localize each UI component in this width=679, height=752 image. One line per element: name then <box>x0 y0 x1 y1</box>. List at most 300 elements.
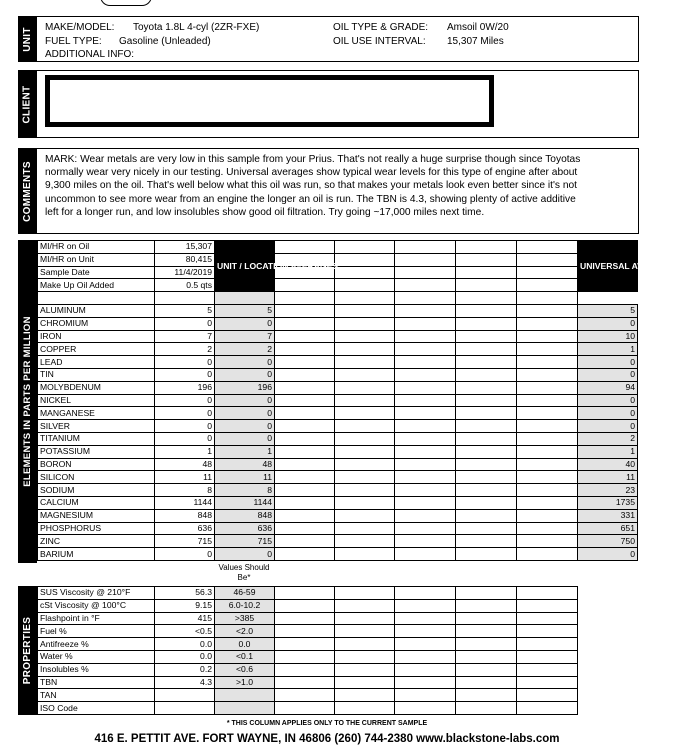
empty-cell <box>517 407 578 420</box>
element-value: 7 <box>155 330 215 343</box>
element-value: 1144 <box>155 496 215 509</box>
element-universal-average: 40 <box>578 458 638 471</box>
empty-cell <box>517 522 578 535</box>
property-value: 0.0 <box>155 638 215 651</box>
property-should-be: 0.0 <box>215 638 275 651</box>
sample-info-row <box>38 279 638 292</box>
element-value: 48 <box>155 458 215 471</box>
client-side-label: CLIENT <box>18 70 36 138</box>
empty-cell <box>215 292 275 305</box>
property-should-be: >1.0 <box>215 676 275 689</box>
empty-cell <box>395 702 456 715</box>
empty-cell <box>395 676 456 689</box>
empty-cell <box>275 484 335 497</box>
empty-cell <box>517 330 578 343</box>
empty-cell <box>335 343 395 356</box>
empty-cell <box>335 663 395 676</box>
empty-cell <box>456 304 517 317</box>
element-name: MAGNESIUM <box>38 509 155 522</box>
empty-cell <box>395 535 456 548</box>
empty-cell <box>335 484 395 497</box>
empty-cell <box>335 292 395 305</box>
empty-cell <box>335 509 395 522</box>
element-unit-average: 1 <box>215 445 275 458</box>
element-unit-average: 8 <box>215 484 275 497</box>
element-unit-average: 715 <box>215 535 275 548</box>
empty-cell <box>395 343 456 356</box>
element-row <box>38 471 638 484</box>
sample-info-label: MI/HR on Unit <box>38 253 155 266</box>
element-universal-average: 11 <box>578 471 638 484</box>
element-universal-average: 0 <box>578 317 638 330</box>
element-name: SILVER <box>38 420 155 433</box>
empty-cell <box>456 356 517 369</box>
property-value: 0.2 <box>155 663 215 676</box>
empty-cell <box>395 471 456 484</box>
empty-cell <box>456 445 517 458</box>
empty-cell <box>275 458 335 471</box>
element-universal-average: 0 <box>578 356 638 369</box>
property-name: Insolubles % <box>38 663 155 676</box>
element-unit-average: 0 <box>215 432 275 445</box>
oil-type-value: Amsoil 0W/20 <box>447 22 509 33</box>
sample-info-value: 15,307 <box>155 241 215 254</box>
empty-cell <box>517 458 578 471</box>
element-name: ZINC <box>38 535 155 548</box>
element-name: TITANIUM <box>38 432 155 445</box>
empty-cell <box>456 368 517 381</box>
empty-cell <box>456 522 517 535</box>
empty-cell <box>456 625 517 638</box>
unit-section <box>36 16 639 62</box>
empty-cell <box>395 368 456 381</box>
element-name: ALUMINUM <box>38 304 155 317</box>
empty-cell <box>456 381 517 394</box>
property-name: cSt Viscosity @ 100°C <box>38 599 155 612</box>
empty-cell <box>395 484 456 497</box>
comments-side-label: COMMENTS <box>18 148 36 234</box>
comments-section <box>36 148 639 234</box>
empty-cell <box>275 587 335 600</box>
empty-cell <box>517 548 578 561</box>
unit-side-label: UNIT <box>18 16 36 62</box>
element-universal-average: 1735 <box>578 496 638 509</box>
property-should-be: <2.0 <box>215 625 275 638</box>
empty-cell <box>456 638 517 651</box>
property-row <box>38 612 578 625</box>
element-unit-average: 0 <box>215 407 275 420</box>
empty-cell <box>395 587 456 600</box>
property-row <box>38 676 578 689</box>
empty-cell <box>395 638 456 651</box>
fuel-type-value: Gasoline (Unleaded) <box>119 36 211 47</box>
empty-cell <box>335 496 395 509</box>
empty-cell <box>395 548 456 561</box>
empty-cell <box>335 368 395 381</box>
empty-cell <box>517 484 578 497</box>
element-unit-average: 848 <box>215 509 275 522</box>
column-footnote: * THIS COLUMN APPLIES ONLY TO THE CURRENT SAMPLE <box>226 720 428 727</box>
element-unit-average: 7 <box>215 330 275 343</box>
empty-cell <box>335 304 395 317</box>
empty-cell <box>335 599 395 612</box>
sample-info-label: Make Up Oil Added <box>38 279 155 292</box>
element-name: NICKEL <box>38 394 155 407</box>
empty-cell <box>456 394 517 407</box>
empty-cell <box>517 471 578 484</box>
empty-cell <box>275 599 335 612</box>
sample-info-value: 0.5 qts <box>155 279 215 292</box>
empty-cell <box>275 535 335 548</box>
values-should-be-label: Values Should Be* <box>218 563 270 582</box>
empty-cell <box>275 702 335 715</box>
empty-cell <box>395 304 456 317</box>
empty-cell <box>456 535 517 548</box>
element-value: 848 <box>155 509 215 522</box>
empty-cell <box>517 702 578 715</box>
empty-cell <box>275 650 335 663</box>
sample-info-row <box>38 241 638 254</box>
empty-cell <box>335 381 395 394</box>
property-name: ISO Code <box>38 702 155 715</box>
element-unit-average: 2 <box>215 343 275 356</box>
empty-cell <box>517 509 578 522</box>
element-unit-average: 636 <box>215 522 275 535</box>
empty-cell <box>395 253 456 266</box>
empty-cell <box>517 241 578 254</box>
element-unit-average: 0 <box>215 420 275 433</box>
element-universal-average: 1 <box>578 343 638 356</box>
empty-cell <box>275 420 335 433</box>
property-value: 0.0 <box>155 650 215 663</box>
sample-info-value: 80,415 <box>155 253 215 266</box>
element-value: 0 <box>155 548 215 561</box>
property-name: Fuel % <box>38 625 155 638</box>
element-name: BORON <box>38 458 155 471</box>
empty-cell <box>517 253 578 266</box>
empty-cell <box>395 292 456 305</box>
empty-cell <box>456 599 517 612</box>
property-value: 9.15 <box>155 599 215 612</box>
property-should-be: <0.6 <box>215 663 275 676</box>
empty-cell <box>456 292 517 305</box>
property-row <box>38 702 578 715</box>
empty-cell <box>395 612 456 625</box>
empty-cell <box>456 663 517 676</box>
empty-cell <box>517 381 578 394</box>
empty-cell <box>456 343 517 356</box>
empty-cell <box>456 689 517 702</box>
empty-cell <box>275 625 335 638</box>
empty-cell <box>335 702 395 715</box>
element-row <box>38 432 638 445</box>
empty-cell <box>275 317 335 330</box>
empty-cell <box>335 394 395 407</box>
universal-averages-header: UNIVERSAL AVERAGES <box>578 241 638 292</box>
property-name: Flashpoint in °F <box>38 612 155 625</box>
element-row <box>38 535 638 548</box>
element-value: 2 <box>155 343 215 356</box>
empty-cell <box>335 317 395 330</box>
empty-cell <box>395 625 456 638</box>
empty-cell <box>395 445 456 458</box>
empty-cell <box>38 292 155 305</box>
element-row <box>38 484 638 497</box>
property-should-be: 6.0-10.2 <box>215 599 275 612</box>
element-value: 196 <box>155 381 215 394</box>
empty-cell <box>456 317 517 330</box>
empty-cell <box>335 587 395 600</box>
empty-cell <box>275 304 335 317</box>
sample-info-label: Sample Date <box>38 266 155 279</box>
element-universal-average: 750 <box>578 535 638 548</box>
empty-cell <box>456 253 517 266</box>
element-row <box>38 330 638 343</box>
property-should-be: >385 <box>215 612 275 625</box>
empty-cell <box>517 663 578 676</box>
empty-cell <box>517 368 578 381</box>
element-unit-average: 5 <box>215 304 275 317</box>
element-universal-average: 1 <box>578 445 638 458</box>
empty-cell <box>335 612 395 625</box>
oil-interval-value: 15,307 Miles <box>447 36 504 47</box>
empty-cell <box>517 535 578 548</box>
empty-cell <box>335 279 395 292</box>
empty-cell <box>275 612 335 625</box>
empty-cell <box>335 689 395 702</box>
empty-cell <box>275 407 335 420</box>
empty-cell <box>395 356 456 369</box>
empty-cell <box>456 612 517 625</box>
make-model-label: MAKE/MODEL: <box>45 22 115 33</box>
element-value: 8 <box>155 484 215 497</box>
empty-cell <box>395 496 456 509</box>
element-row <box>38 509 638 522</box>
empty-cell <box>456 420 517 433</box>
empty-cell <box>275 381 335 394</box>
empty-cell <box>335 625 395 638</box>
element-value: 0 <box>155 317 215 330</box>
empty-cell <box>456 702 517 715</box>
element-universal-average: 0 <box>578 548 638 561</box>
empty-cell <box>578 292 638 305</box>
element-unit-average: 1144 <box>215 496 275 509</box>
spacer-row <box>38 292 638 305</box>
empty-cell <box>335 407 395 420</box>
empty-cell <box>517 612 578 625</box>
empty-cell <box>275 394 335 407</box>
empty-cell <box>517 625 578 638</box>
element-name: IRON <box>38 330 155 343</box>
empty-cell <box>275 241 335 254</box>
empty-cell <box>395 266 456 279</box>
empty-cell <box>395 279 456 292</box>
empty-cell <box>395 432 456 445</box>
empty-cell <box>456 407 517 420</box>
empty-cell <box>395 381 456 394</box>
empty-cell <box>275 548 335 561</box>
comments-text: MARK: Wear metals are very low in this sample from your Prius. That's not really a huge surprise though since Toyotas normally wear very nicely in our testing. Universal averages show typical wear levels for this type of engine after about 9,300 miles on the oil. That's well below what this oil was run, so that makes your metals look even better since it's not uncommon to see more wear from an engine the longer an oil is run. The TBN is 4.3, showing plenty of active additive left for a longer run, and low insolubles show good oil filtration. Try going ~17,000 miles next time. <box>45 154 581 218</box>
fuel-type-label: FUEL TYPE: <box>45 36 102 47</box>
property-row <box>38 599 578 612</box>
empty-cell <box>275 638 335 651</box>
properties-table <box>37 586 578 715</box>
property-row <box>38 587 578 600</box>
element-name: LEAD <box>38 356 155 369</box>
empty-cell <box>395 420 456 433</box>
element-row <box>38 522 638 535</box>
property-row <box>38 689 578 702</box>
property-name: TAN <box>38 689 155 702</box>
empty-cell <box>456 548 517 561</box>
empty-cell <box>517 394 578 407</box>
element-unit-average: 11 <box>215 471 275 484</box>
empty-cell <box>335 535 395 548</box>
empty-cell <box>335 445 395 458</box>
empty-cell <box>456 279 517 292</box>
element-name: COPPER <box>38 343 155 356</box>
property-name: SUS Viscosity @ 210°F <box>38 587 155 600</box>
element-universal-average: 94 <box>578 381 638 394</box>
empty-cell <box>275 292 335 305</box>
elements-side-label: ELEMENTS IN PARTS PER MILLION <box>18 240 37 563</box>
property-value: 4.3 <box>155 676 215 689</box>
elements-table <box>37 240 679 561</box>
empty-cell <box>456 484 517 497</box>
empty-cell <box>275 522 335 535</box>
additional-info-label: ADDITIONAL INFO: <box>45 49 135 60</box>
unit-location-averages-header: UNIT / LOCATION AVERAGES <box>215 241 275 292</box>
empty-cell <box>395 330 456 343</box>
empty-cell <box>395 522 456 535</box>
element-name: BARIUM <box>38 548 155 561</box>
property-row <box>38 638 578 651</box>
element-value: 0 <box>155 394 215 407</box>
element-row <box>38 407 638 420</box>
empty-cell <box>517 420 578 433</box>
property-value: <0.5 <box>155 625 215 638</box>
element-universal-average: 331 <box>578 509 638 522</box>
empty-cell <box>517 599 578 612</box>
element-unit-average: 48 <box>215 458 275 471</box>
empty-cell <box>275 445 335 458</box>
element-name: PHOSPHORUS <box>38 522 155 535</box>
empty-cell <box>456 471 517 484</box>
empty-cell <box>395 317 456 330</box>
element-unit-average: 196 <box>215 381 275 394</box>
client-section <box>36 70 639 138</box>
element-row <box>38 394 638 407</box>
element-value: 0 <box>155 368 215 381</box>
empty-cell <box>275 689 335 702</box>
property-value: 56.3 <box>155 587 215 600</box>
lab-address: 416 E. PETTIT AVE. FORT WAYNE, IN 46806 (260) 744-2380 www.blackstone-labs.com <box>94 733 560 745</box>
element-value: 0 <box>155 432 215 445</box>
empty-cell <box>456 432 517 445</box>
element-universal-average: 0 <box>578 407 638 420</box>
element-value: 1 <box>155 445 215 458</box>
element-value: 0 <box>155 356 215 369</box>
empty-cell <box>335 241 395 254</box>
empty-cell <box>275 343 335 356</box>
element-value: 636 <box>155 522 215 535</box>
element-unit-average: 0 <box>215 394 275 407</box>
empty-cell <box>517 292 578 305</box>
empty-cell <box>517 356 578 369</box>
element-name: MANGANESE <box>38 407 155 420</box>
element-universal-average: 0 <box>578 394 638 407</box>
empty-cell <box>517 304 578 317</box>
empty-cell <box>335 676 395 689</box>
client-redaction-box <box>45 75 494 127</box>
property-row <box>38 650 578 663</box>
empty-cell <box>395 458 456 471</box>
empty-cell <box>517 317 578 330</box>
property-should-be <box>215 702 275 715</box>
element-name: SODIUM <box>38 484 155 497</box>
empty-cell <box>517 689 578 702</box>
element-value: 0 <box>155 407 215 420</box>
property-value <box>155 689 215 702</box>
element-row <box>38 317 638 330</box>
empty-cell <box>456 587 517 600</box>
empty-cell <box>335 522 395 535</box>
element-universal-average: 2 <box>578 432 638 445</box>
property-should-be: 46-59 <box>215 587 275 600</box>
empty-cell <box>456 458 517 471</box>
element-name: SILICON <box>38 471 155 484</box>
empty-cell <box>335 266 395 279</box>
empty-cell <box>335 253 395 266</box>
property-should-be <box>215 689 275 702</box>
sample-info-label: MI/HR on Oil <box>38 241 155 254</box>
property-name: TBN <box>38 676 155 689</box>
property-value <box>155 702 215 715</box>
sample-info-value: 11/4/2019 <box>155 266 215 279</box>
element-value: 715 <box>155 535 215 548</box>
oil-interval-label: OIL USE INTERVAL: <box>333 36 426 47</box>
property-name: Water % <box>38 650 155 663</box>
empty-cell <box>395 509 456 522</box>
empty-cell <box>335 650 395 663</box>
make-model-value: Toyota 1.8L 4-cyl (2ZR-FXE) <box>133 22 260 33</box>
property-row <box>38 663 578 676</box>
empty-cell <box>335 432 395 445</box>
empty-cell <box>395 650 456 663</box>
empty-cell <box>456 266 517 279</box>
element-row <box>38 420 638 433</box>
empty-cell <box>275 496 335 509</box>
empty-cell <box>395 241 456 254</box>
element-row <box>38 496 638 509</box>
empty-cell <box>517 343 578 356</box>
empty-cell <box>517 587 578 600</box>
empty-cell <box>335 356 395 369</box>
element-universal-average: 23 <box>578 484 638 497</box>
empty-cell <box>335 458 395 471</box>
element-row <box>38 381 638 394</box>
element-universal-average: 651 <box>578 522 638 535</box>
empty-cell <box>155 292 215 305</box>
empty-cell <box>517 279 578 292</box>
empty-cell <box>456 650 517 663</box>
empty-cell <box>517 496 578 509</box>
element-universal-average: 0 <box>578 368 638 381</box>
element-row <box>38 343 638 356</box>
empty-cell <box>395 407 456 420</box>
empty-cell <box>275 471 335 484</box>
property-row <box>38 625 578 638</box>
